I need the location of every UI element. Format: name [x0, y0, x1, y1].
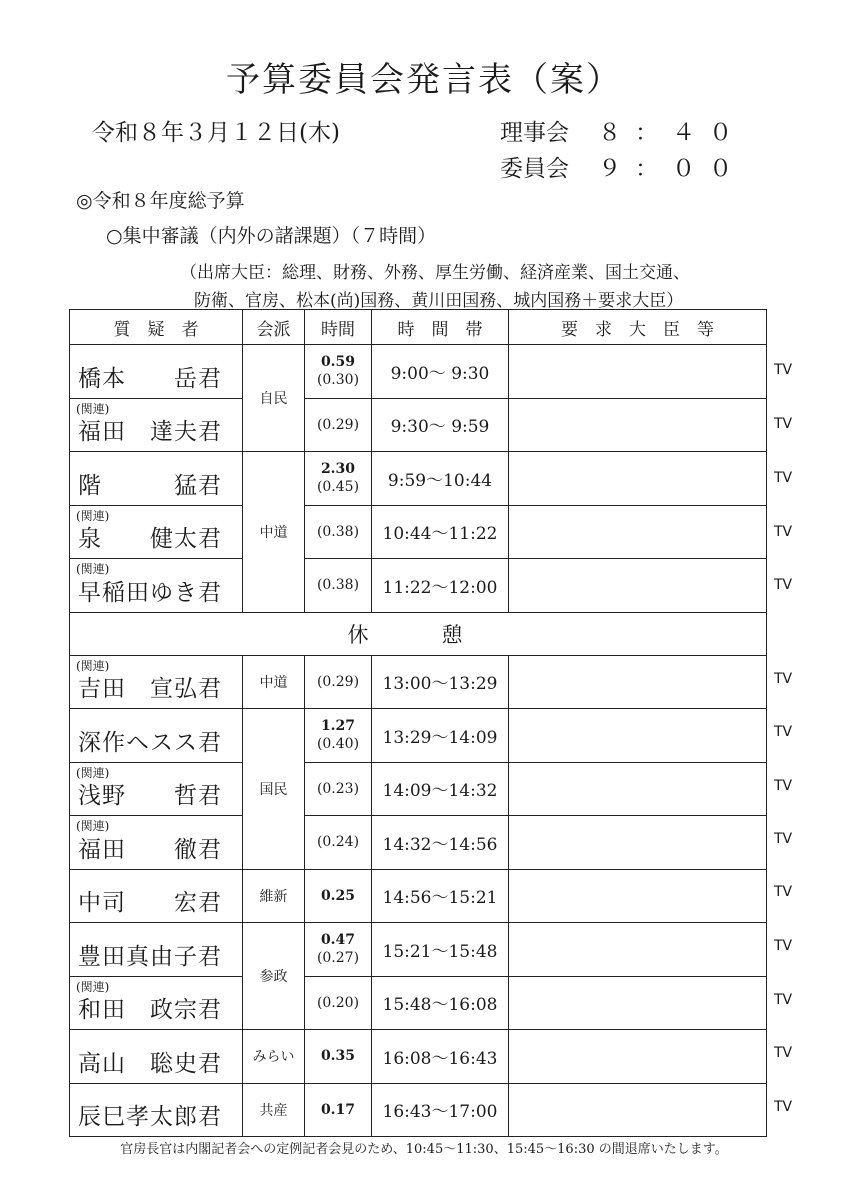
related-label: (関連) — [76, 562, 110, 576]
time-own: (0.38) — [316, 577, 360, 594]
questioner-cell — [70, 1030, 243, 1084]
committee-value: ９：００ — [598, 156, 747, 182]
table-row — [70, 345, 767, 399]
party-cell: 中道 — [243, 655, 305, 709]
time-slot-cell: 16:43～17:00 — [372, 1083, 509, 1137]
tv-marker: TV — [774, 470, 793, 486]
table-header-row — [70, 310, 767, 345]
questioner-name: 辰巳孝太郎君 — [78, 1104, 222, 1131]
tv-marker: TV — [774, 884, 793, 900]
time-own: (0.45) — [316, 479, 360, 496]
header-party: 会派 — [243, 310, 305, 345]
time-slot-cell: 15:48～16:08 — [372, 976, 509, 1030]
questioner-name: 橋本 岳君 — [78, 365, 222, 392]
board-meeting-time — [500, 114, 746, 147]
time-total: 0.47 — [320, 932, 356, 949]
time-total: 1.27 — [320, 718, 356, 735]
table-row — [70, 923, 767, 977]
header-slot: 時 間 帯 — [372, 310, 509, 345]
tv-marker: TV — [774, 577, 793, 593]
table-row — [70, 976, 767, 1030]
time-own: (0.27) — [316, 950, 360, 967]
questioner-cell — [70, 923, 243, 977]
time-own: (0.20) — [316, 994, 360, 1011]
table-row — [70, 559, 767, 613]
ministers-cell — [509, 1083, 767, 1137]
tv-marker: TV — [774, 524, 793, 540]
table-row — [70, 398, 767, 452]
questioner-name: 豊田真由子君 — [78, 943, 222, 970]
questioner-name: 早稲田ゆき君 — [78, 579, 222, 606]
ministers-cell — [509, 1030, 767, 1084]
subsection-heading: ○集中審議（内外の諸課題）（７時間） — [106, 225, 437, 247]
time-slot-cell: 15:21～15:48 — [372, 923, 509, 977]
tv-marker: TV — [774, 992, 793, 1008]
time-cell — [305, 1030, 372, 1084]
questioner-cell — [70, 452, 243, 506]
questioner-name: 吉田 宣弘君 — [78, 676, 222, 703]
party-cell: 自民 — [243, 345, 305, 452]
time-cell — [305, 816, 372, 870]
ministers-cell — [509, 655, 767, 709]
time-cell — [305, 655, 372, 709]
time-cell — [305, 345, 372, 399]
time-own: (0.40) — [316, 736, 360, 753]
time-cell — [305, 505, 372, 559]
time-cell — [305, 559, 372, 613]
ministers-cell — [509, 762, 767, 816]
party-cell: 共産 — [243, 1083, 305, 1137]
questioner-cell — [70, 869, 243, 923]
break-label: 休 憩 — [70, 612, 767, 655]
header-time: 時間 — [305, 310, 372, 345]
tv-marker: TV — [774, 778, 793, 794]
time-total: 0.35 — [320, 1048, 356, 1065]
time-own: (0.30) — [316, 372, 360, 389]
questioner-cell — [70, 398, 243, 452]
board-meeting-value: ８：４０ — [598, 120, 747, 146]
party-cell: 中道 — [243, 452, 305, 613]
ministers-cell — [509, 869, 767, 923]
related-label: (関連) — [76, 979, 110, 994]
time-cell — [305, 923, 372, 977]
tv-marker: TV — [774, 362, 793, 378]
time-slot-cell: 10:44～11:22 — [372, 505, 509, 559]
party-cell: 維新 — [243, 869, 305, 923]
time-total: 0.25 — [320, 887, 356, 904]
time-slot-cell: 13:00～13:29 — [372, 655, 509, 709]
time-total: 0.17 — [320, 1101, 356, 1118]
time-slot-cell: 9:30～ 9:59 — [372, 398, 509, 452]
board-meeting-label: 理事会 — [500, 120, 569, 146]
questioner-cell — [70, 345, 243, 399]
time-own: (0.23) — [316, 780, 360, 797]
ministers-cell — [509, 505, 767, 559]
ministers-cell — [509, 816, 767, 870]
related-label: (関連) — [76, 401, 110, 416]
time-own: (0.24) — [316, 834, 360, 851]
questioner-cell — [70, 976, 243, 1030]
questioner-name: 深作ヘスス君 — [78, 729, 222, 756]
time-cell — [305, 976, 372, 1030]
table-row — [70, 505, 767, 559]
tv-marker: TV — [774, 724, 793, 740]
document-title: 予算委員会発言表（案） — [226, 60, 622, 100]
questioner-cell — [70, 1083, 243, 1137]
questioner-cell — [70, 816, 243, 870]
time-cell — [305, 1083, 372, 1137]
ministers-cell — [509, 452, 767, 506]
tv-marker: TV — [774, 1099, 793, 1115]
party-cell: 参政 — [243, 923, 305, 1030]
table-row — [70, 452, 767, 506]
ministers-cell — [509, 923, 767, 977]
related-label: (関連) — [76, 765, 110, 780]
ministers-cell — [509, 976, 767, 1030]
questioner-cell — [70, 762, 243, 816]
related-label: (関連) — [76, 508, 110, 523]
time-slot-cell: 16:08～16:43 — [372, 1030, 509, 1084]
time-cell — [305, 869, 372, 923]
ministers-cell — [509, 345, 767, 399]
ministers-cell — [509, 398, 767, 452]
committee-label: 委員会 — [500, 156, 569, 182]
time-slot-cell: 14:56～15:21 — [372, 869, 509, 923]
time-own: (0.29) — [316, 416, 360, 433]
ministers-cell — [509, 559, 767, 613]
tv-marker: TV — [774, 831, 793, 847]
questioner-cell — [70, 709, 243, 763]
time-slot-cell: 9:59～10:44 — [372, 452, 509, 506]
section-heading: ◎令和８年度総予算 — [76, 190, 245, 212]
time-total: 2.30 — [320, 461, 356, 478]
table-row — [70, 709, 767, 763]
break-row — [70, 612, 767, 655]
table-row — [70, 1030, 767, 1084]
tv-marker: TV — [774, 671, 793, 687]
questioner-name: 高山 聡史君 — [78, 1050, 222, 1077]
questioner-cell — [70, 655, 243, 709]
attending-ministers-line1: （出席大臣：総理、財務、外務、厚生労働、経済産業、国土交通、 — [180, 263, 690, 283]
table-row — [70, 869, 767, 923]
table-row — [70, 1083, 767, 1137]
questioner-name: 福田 徹君 — [78, 836, 222, 863]
questioner-cell — [70, 505, 243, 559]
time-total: 0.59 — [320, 354, 356, 371]
questioner-name: 中司 宏君 — [78, 890, 222, 917]
header-ministers: 要 求 大 臣 等 — [509, 310, 767, 345]
tv-marker: TV — [774, 416, 793, 432]
time-slot-cell: 13:29～14:09 — [372, 709, 509, 763]
party-cell: 国民 — [243, 709, 305, 870]
speaking-schedule-table — [69, 309, 767, 1137]
questioner-cell — [70, 559, 243, 613]
related-label: (関連) — [76, 658, 110, 673]
questioner-name: 階 猛君 — [78, 472, 222, 499]
related-label: (関連) — [76, 819, 110, 833]
time-slot-cell: 14:09～14:32 — [372, 762, 509, 816]
questioner-name: 福田 達夫君 — [78, 419, 222, 446]
tv-marker: TV — [774, 938, 793, 954]
party-cell: みらい — [243, 1030, 305, 1084]
header-questioner: 質 疑 者 — [70, 310, 243, 345]
table-row — [70, 655, 767, 709]
tv-marker: TV — [774, 1045, 793, 1061]
table-row — [70, 816, 767, 870]
questioner-name: 和田 政宗君 — [78, 997, 222, 1024]
table-row — [70, 762, 767, 816]
time-own: (0.29) — [316, 673, 360, 690]
committee-time — [500, 150, 746, 183]
attending-ministers-line2: 防衛、官房、松本(尚)国務、黄川田国務、城内国務＋要求大臣） — [194, 291, 684, 311]
time-cell — [305, 452, 372, 506]
ministers-cell — [509, 709, 767, 763]
meeting-date: 令和８年３月１２日(木) — [92, 120, 340, 146]
time-slot-cell: 11:22～12:00 — [372, 559, 509, 613]
time-own: (0.38) — [316, 523, 360, 540]
time-slot-cell: 9:00～ 9:30 — [372, 345, 509, 399]
questioner-name: 泉 健太君 — [78, 526, 222, 553]
footnote: 官房長官は内閣記者会への定例記者会見のため、10:45～11:30、15:45～16:30 の間退席いたします。 — [120, 1142, 728, 1157]
time-cell — [305, 398, 372, 452]
questioner-name: 浅野 哲君 — [78, 783, 222, 810]
time-cell — [305, 709, 372, 763]
time-slot-cell: 14:32～14:56 — [372, 816, 509, 870]
time-cell — [305, 762, 372, 816]
